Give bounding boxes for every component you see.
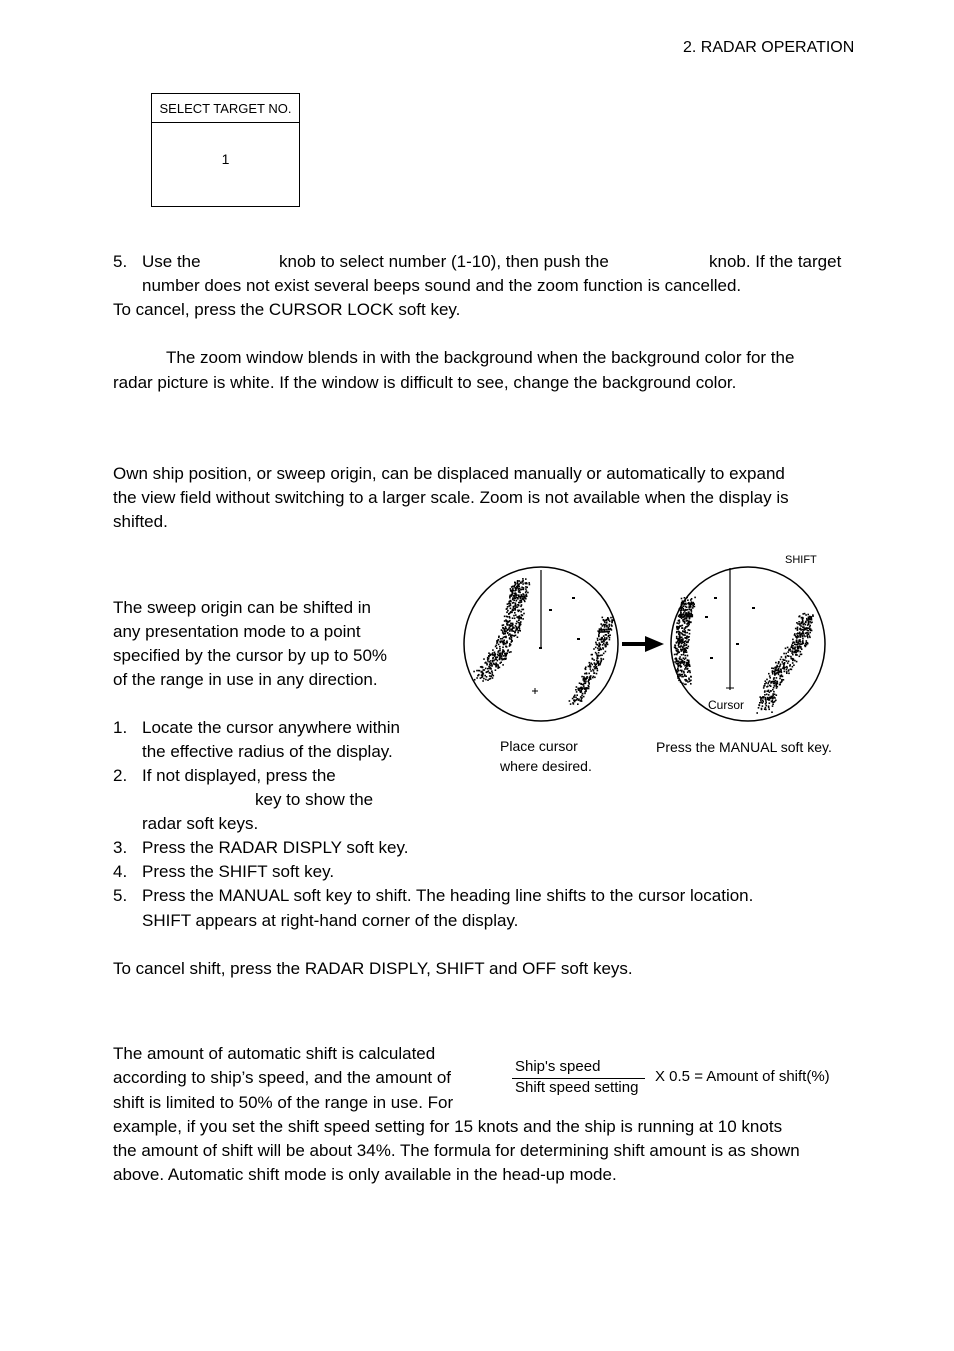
step-number: 5. [113,252,128,271]
formula-numerator: Ship's speed [515,1058,601,1075]
step-2-line-2: key to show the [255,790,374,809]
step-text: Press the SHIFT soft key. [142,862,335,881]
section-header: 2. RADAR OPERATION [683,39,855,56]
zoom-step-5-line2: number does not exist several beeps sound and the zoom function is cancelled. [142,276,742,295]
auto-line-5: the amount of shift will be about 34%. The formula for determining shift amount is as shown [113,1141,800,1160]
step-text: Locate the cursor anywhere within [142,718,400,737]
auto-line-1: The amount of automatic shift is calculated [113,1044,436,1063]
radar-echoes-before [473,578,614,705]
manual-intro-line-4: of the range in use in any direction. [113,670,378,689]
note-line-1: The zoom window blends in with the background when the background color for the [166,348,795,367]
auto-line-3: shift is limited to 50% of the range in use. For [113,1093,454,1112]
shift-intro-line-2: the view field without switching to a larger scale. Zoom is not available when the display is [113,488,789,507]
auto-line-4: example, if you set the shift speed setting for 15 knots and the ship is running at 10 knots [113,1117,783,1136]
step-5-line-2: SHIFT appears at right-hand corner of the display. [142,911,519,930]
shift-indicator-label: SHIFT [785,554,817,566]
step-number: 2. [113,766,128,785]
formula-rest: X 0.5 = Amount of shift(%) [655,1068,830,1085]
caption-left-1: Place cursor [500,738,578,754]
cursor-label: Cursor [708,698,745,712]
step-2-line-3: radar soft keys. [142,814,259,833]
step-1-line-2: the effective radius of the display. [142,742,393,761]
step-text: Press the RADAR DISPLY soft key. [142,838,409,857]
radar-circle-before [464,567,618,721]
step-number: 4. [113,862,128,881]
step-text: If not displayed, press the [142,766,336,785]
caption-right: Press the MANUAL soft key. [656,739,832,755]
step-text: knob. If the target [709,252,842,271]
radar-circle-after [671,567,825,721]
caption-left-2: where desired. [500,758,592,774]
step-text: knob to select number (1-10), then push the [279,252,609,271]
formula-denominator: Shift speed setting [515,1079,639,1096]
step-number: 3. [113,838,128,857]
auto-line-2: according to ship’s speed, and the amount of [113,1068,452,1087]
arrow-icon [622,636,664,652]
cancel-shift-text: To cancel shift, press the RADAR DISPLY, SHIFT and OFF soft keys. [113,959,633,978]
step-number: 1. [113,718,128,737]
auto-line-6: above. Automatic shift mode is only available in the head-up mode. [113,1165,617,1184]
radar-echoes-after [674,597,814,714]
cancel-zoom-text: To cancel, press the CURSOR LOCK soft key. [113,300,461,319]
select-target-box [151,93,300,207]
shift-intro-line-3: shifted. [113,512,168,531]
step-text: Press the MANUAL soft key to shift. The heading line shifts to the cursor location. [142,886,754,905]
manual-intro-line-3: specified by the cursor by up to 50% [113,646,388,665]
step-text: Use the [142,252,201,271]
note-line-2: radar picture is white. If the window is difficult to see, change the background color. [113,373,737,392]
manual-intro-line-1: The sweep origin can be shifted in [113,598,371,617]
shift-intro-line-1: Own ship position, or sweep origin, can be displaced manually or automatically to expand [113,464,785,483]
step-number: 5. [113,886,128,905]
select-target-value: 1 [221,151,230,167]
manual-intro-line-2: any presentation mode to a point [113,622,361,641]
select-target-title: SELECT TARGET NO. [152,94,299,123]
cursor-mark-before [532,688,538,694]
